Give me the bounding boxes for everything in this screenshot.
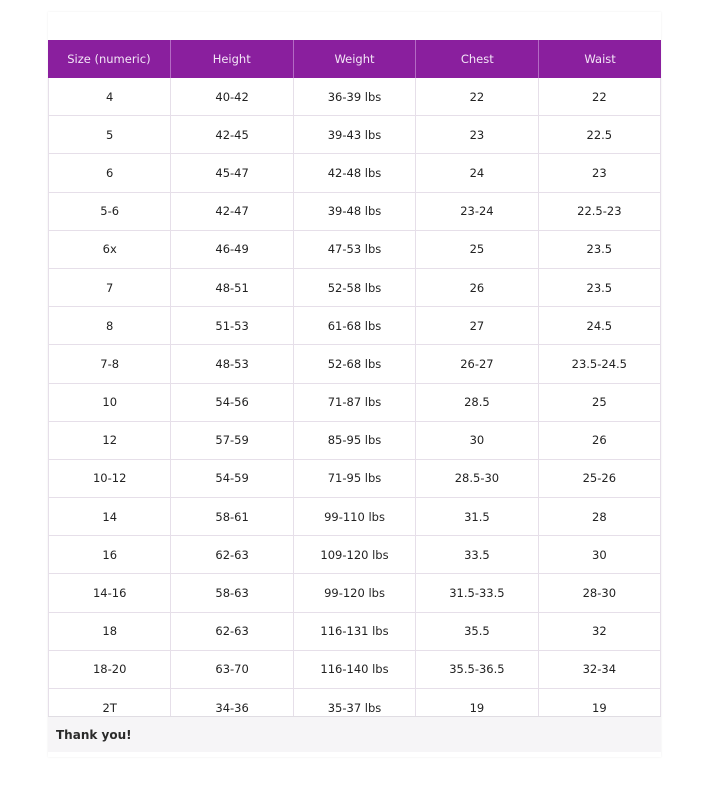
cell-waist: 23.5 [539, 231, 661, 268]
table-row [48, 269, 661, 307]
cell-weight: 71-95 lbs [294, 460, 416, 497]
cell-height: 48-51 [171, 269, 293, 306]
cell-height: 57-59 [171, 422, 293, 459]
table-row [48, 651, 661, 689]
cell-waist: 22 [539, 78, 661, 115]
table-row [48, 498, 661, 536]
table-row [48, 116, 661, 154]
table-header-row [48, 40, 661, 78]
cell-size: 7-8 [48, 345, 171, 382]
table-row [48, 307, 661, 345]
cell-height: 62-63 [171, 613, 293, 650]
cell-height: 54-56 [171, 384, 293, 421]
cell-size: 6 [48, 154, 171, 191]
cell-waist: 19 [539, 689, 661, 726]
cell-chest: 30 [416, 422, 538, 459]
cell-height: 40-42 [171, 78, 293, 115]
header-size: Size (numeric) [48, 40, 171, 78]
cell-weight: 109-120 lbs [294, 536, 416, 573]
cell-height: 63-70 [171, 651, 293, 688]
cell-chest: 22 [416, 78, 538, 115]
cell-height: 58-63 [171, 574, 293, 611]
cell-weight: 116-140 lbs [294, 651, 416, 688]
cell-chest: 26-27 [416, 345, 538, 382]
cell-height: 45-47 [171, 154, 293, 191]
cell-size: 10-12 [48, 460, 171, 497]
size-chart-card [48, 12, 661, 757]
cell-waist: 26 [539, 422, 661, 459]
table-row [48, 154, 661, 192]
cell-waist: 22.5 [539, 116, 661, 153]
cell-waist: 28 [539, 498, 661, 535]
cell-size: 4 [48, 78, 171, 115]
cell-waist: 25 [539, 384, 661, 421]
cell-size: 8 [48, 307, 171, 344]
cell-size: 2T [48, 689, 171, 726]
cell-size: 10 [48, 384, 171, 421]
cell-chest: 24 [416, 154, 538, 191]
cell-weight: 39-43 lbs [294, 116, 416, 153]
cell-height: 58-61 [171, 498, 293, 535]
cell-chest: 31.5 [416, 498, 538, 535]
cell-chest: 23 [416, 116, 538, 153]
cell-waist: 23.5 [539, 269, 661, 306]
table-row [48, 613, 661, 651]
table-row [48, 384, 661, 422]
cell-chest: 35.5-36.5 [416, 651, 538, 688]
cell-waist: 23 [539, 154, 661, 191]
cell-size: 18 [48, 613, 171, 650]
footer-note: Thank you! [48, 716, 661, 752]
cell-waist: 32 [539, 613, 661, 650]
cell-size: 16 [48, 536, 171, 573]
cell-size: 5 [48, 116, 171, 153]
header-chest: Chest [416, 40, 539, 78]
cell-height: 51-53 [171, 307, 293, 344]
cell-weight: 52-68 lbs [294, 345, 416, 382]
size-chart-table [48, 40, 661, 733]
cell-height: 42-47 [171, 193, 293, 230]
cell-height: 48-53 [171, 345, 293, 382]
cell-chest: 33.5 [416, 536, 538, 573]
cell-height: 34-36 [171, 689, 293, 726]
cell-weight: 71-87 lbs [294, 384, 416, 421]
cell-weight: 99-110 lbs [294, 498, 416, 535]
cell-height: 42-45 [171, 116, 293, 153]
cell-weight: 116-131 lbs [294, 613, 416, 650]
table-row [48, 231, 661, 269]
table-row [48, 193, 661, 231]
cell-waist: 23.5-24.5 [539, 345, 661, 382]
cell-size: 14-16 [48, 574, 171, 611]
table-row [48, 536, 661, 574]
cell-chest: 19 [416, 689, 538, 726]
cell-weight: 39-48 lbs [294, 193, 416, 230]
header-weight: Weight [294, 40, 417, 78]
cell-weight: 61-68 lbs [294, 307, 416, 344]
table-row [48, 422, 661, 460]
cell-waist: 22.5-23 [539, 193, 661, 230]
cell-chest: 27 [416, 307, 538, 344]
cell-waist: 32-34 [539, 651, 661, 688]
cell-chest: 26 [416, 269, 538, 306]
cell-size: 6x [48, 231, 171, 268]
cell-waist: 25-26 [539, 460, 661, 497]
cell-size: 14 [48, 498, 171, 535]
cell-weight: 35-37 lbs [294, 689, 416, 726]
cell-weight: 85-95 lbs [294, 422, 416, 459]
cell-waist: 30 [539, 536, 661, 573]
cell-chest: 25 [416, 231, 538, 268]
cell-height: 46-49 [171, 231, 293, 268]
cell-chest: 28.5 [416, 384, 538, 421]
header-waist: Waist [584, 52, 616, 66]
cell-chest: 23-24 [416, 193, 538, 230]
cell-height: 62-63 [171, 536, 293, 573]
cell-weight: 99-120 lbs [294, 574, 416, 611]
header-height: Height [171, 40, 294, 78]
table-row [48, 460, 661, 498]
cell-waist: 28-30 [539, 574, 661, 611]
cell-weight: 42-48 lbs [294, 154, 416, 191]
table-row [48, 574, 661, 612]
cell-size: 5-6 [48, 193, 171, 230]
cell-weight: 47-53 lbs [294, 231, 416, 268]
cell-chest: 31.5-33.5 [416, 574, 538, 611]
cell-height: 54-59 [171, 460, 293, 497]
cell-size: 12 [48, 422, 171, 459]
cell-chest: 28.5-30 [416, 460, 538, 497]
table-body [48, 78, 661, 727]
cell-waist: 24.5 [539, 307, 661, 344]
cell-chest: 35.5 [416, 613, 538, 650]
cell-weight: 36-39 lbs [294, 78, 416, 115]
table-row [48, 78, 661, 116]
cell-size: 7 [48, 269, 171, 306]
cell-size: 18-20 [48, 651, 171, 688]
cell-weight: 52-58 lbs [294, 269, 416, 306]
table-row [48, 345, 661, 383]
